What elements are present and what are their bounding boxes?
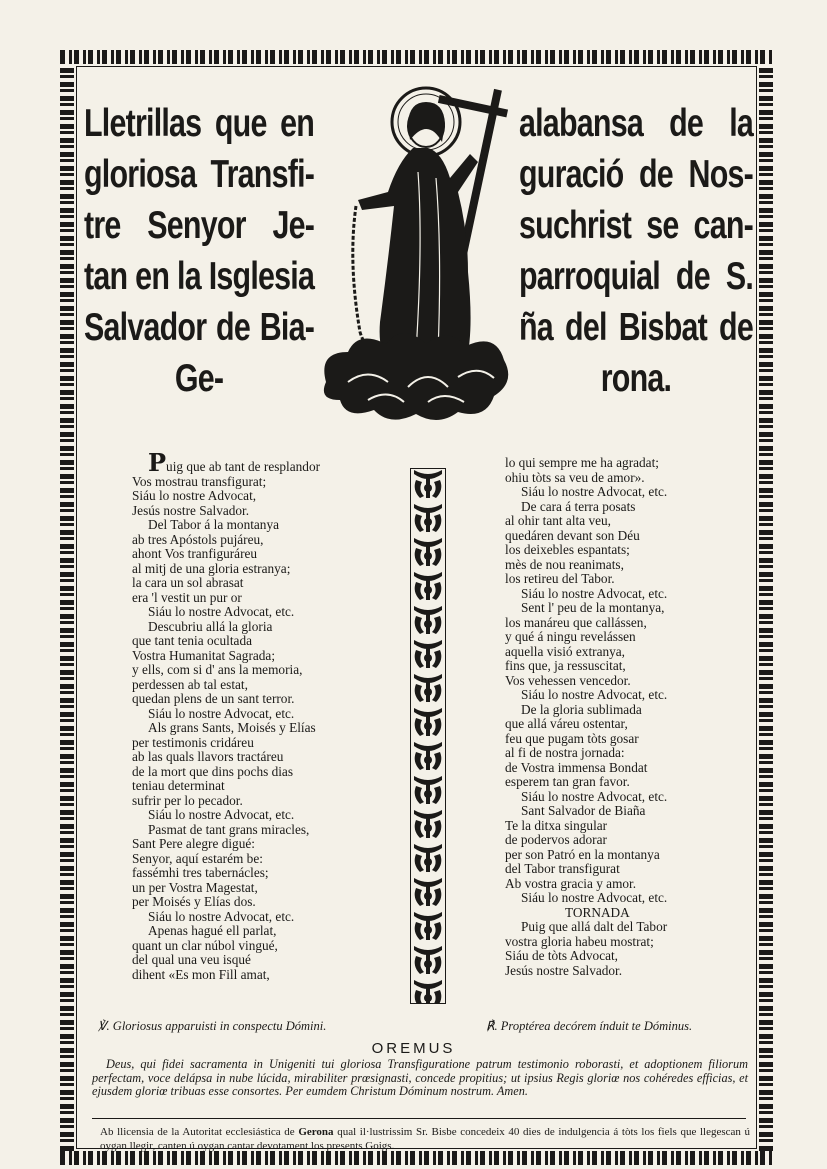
- verse-line: ab las quals llavors tractáreu: [132, 749, 284, 764]
- verse-line: Sent l' peu de la montanya,: [521, 600, 665, 615]
- verse-line: al fi de nostra jornada:: [505, 745, 625, 760]
- title-line: ña del Bisbat de: [519, 306, 753, 349]
- title-line: tan en la Isglesia: [84, 255, 315, 298]
- verse-line: Siáu lo nostre Advocat,: [132, 488, 257, 503]
- verse-line: al ohir tant alta veu,: [505, 513, 611, 528]
- verse-line: Senyor, aquí estarém be:: [132, 850, 263, 866]
- verse-line: Siáu lo nostre Advocat, etc.: [521, 890, 668, 905]
- verse-line: un per Vostra Magestat,: [132, 879, 258, 895]
- verse-line: que tant tenia ocultada: [132, 633, 252, 648]
- verse-line: quedáren devant son Déu: [505, 527, 640, 543]
- response: ℟. Proptérea decórem índuit te Dóminus.: [486, 1019, 693, 1033]
- title-line: Lletrillas que en: [84, 102, 315, 145]
- verse-line: dihent «Es mon Fill amat,: [132, 966, 270, 982]
- verse-line: feu que pugam tòts gosar: [505, 730, 639, 746]
- verse-line: per testimonis cridáreu: [132, 734, 254, 750]
- verse-line: Jesús nostre Salvador.: [132, 502, 250, 518]
- verse-line: quedan plens de un sant terror.: [132, 691, 295, 706]
- verse-line: perdessen ab tal estat,: [132, 676, 248, 692]
- oremus-heading: OREMUS: [371, 1040, 456, 1057]
- footer-divider: [92, 1118, 746, 1119]
- verses-left-column: [132, 448, 402, 982]
- verse-line: sufrir per lo pecador.: [132, 792, 243, 808]
- prayer-text: Deus, qui fidei sacramenta in Unigeniti tui gloriosa Transfiguratione patrum testimonio roborasti, et adoptionem filiorum perfectam, voce delápsa in nube lúcida, mirabiliter prœsignasti, concede propitius; ut ipsius Regis gloriœ nos cohéredes efficias, et ejusdem gloriœ tribuas esse consortes. Per eumdem Christum Dóminum nostrum. Amen.: [92, 1057, 748, 1099]
- indulgence-footer: [100, 1126, 750, 1153]
- title-left-column: [84, 98, 314, 404]
- verse-line: lo qui sempre me ha agradat;: [505, 455, 659, 470]
- verse-line: los deixebles espantats;: [505, 542, 630, 557]
- verse-line: Siáu lo nostre Advocat, etc.: [148, 807, 295, 822]
- verse-line: Te la ditxa singular: [505, 817, 608, 833]
- title-right-column: [519, 98, 753, 404]
- verse-line: fassémhi tres tabernácles;: [132, 865, 269, 880]
- title-line: parroquial de S.: [519, 255, 753, 298]
- verse-line: Pasmat de tant grans miracles,: [148, 821, 310, 837]
- verse-line: De la gloria sublimada: [521, 701, 642, 717]
- verse-line: del qual una veu isqué: [132, 952, 251, 967]
- verse-line: Vos mostrau transfigurat;: [132, 473, 267, 489]
- verse-line: teniau determinat: [132, 778, 225, 793]
- verse-line: de Vostra immensa Bondat: [505, 759, 648, 775]
- verse-line: quant un clar núbol vingué,: [132, 937, 278, 953]
- verse-line: ahont Vos tranfiguráreu: [132, 546, 258, 561]
- verse-line: Siáu de tòts Advocat,: [505, 948, 619, 963]
- verse-line: la cara un sol abrasat: [132, 575, 244, 590]
- title-line: rona.: [600, 357, 672, 400]
- verse-line: del Tabor transfigurat: [505, 861, 620, 876]
- verse-line: Puig que ab tant de resplandor: [148, 448, 321, 477]
- verse-line: era 'l vestit un pur or: [132, 589, 242, 605]
- verse-line: aquella visió extranya,: [505, 643, 625, 659]
- verse-line: Vos vehessen vencedor.: [505, 672, 631, 688]
- saint-with-cross-engraving: [318, 82, 514, 427]
- verse-line: per Moisés y Elías dos.: [132, 894, 256, 909]
- verse-line: de podervos adorar: [505, 832, 607, 847]
- verse-line: Apenas hagué ell parlat,: [148, 923, 277, 938]
- drop-cap: P: [148, 448, 167, 477]
- footer-text: Ab llicensia de la Autoritat ecclesiástica de: [100, 1126, 295, 1138]
- verse-line: Descubriu allá la gloria: [148, 618, 273, 634]
- verse-line: y ells, com si d' ans la memoria,: [132, 662, 303, 677]
- verse-line: ohiu tòts sa veu de amor».: [505, 469, 645, 485]
- title-line: guració de Nos-: [519, 153, 753, 196]
- verse-line: Siáu lo nostre Advocat, etc.: [148, 604, 295, 619]
- title-line: Ge-: [174, 357, 224, 400]
- verse-line: vostra gloria habeu mostrat;: [505, 933, 654, 949]
- verse-line: Puig que allá dalt del Tabor: [521, 919, 668, 934]
- title-line: alabansa de la: [519, 102, 753, 145]
- title-line: tre Senyor Je-: [84, 204, 315, 247]
- verse-line: al mitj de una gloria estranya;: [132, 560, 291, 576]
- verse-line: De cara á terra posats: [521, 498, 636, 514]
- verse-line: Siáu lo nostre Advocat, etc.: [521, 687, 668, 702]
- title-line: Salvador de Bia-: [84, 306, 315, 349]
- verse-line: ab tres Apóstols pujáreu,: [132, 531, 264, 547]
- verse-line: de la mort que dins pochs dias: [132, 763, 294, 779]
- verse-line: Siáu lo nostre Advocat, etc.: [148, 705, 295, 721]
- verse-line: Del Tabor á la montanya: [148, 517, 280, 532]
- verse-line: fins que, ja ressuscitat,: [505, 658, 626, 673]
- title-line: gloriosa Transfi-: [84, 153, 315, 196]
- verse-line: mès de nou reanimats,: [505, 556, 624, 572]
- verse-line: los manáreu que callássen,: [505, 614, 647, 630]
- verse-line: esperem tan gran favor.: [505, 774, 630, 789]
- verse-line: Siáu lo nostre Advocat, etc.: [521, 585, 668, 601]
- verse-line: Siáu lo nostre Advocat, etc.: [521, 788, 668, 804]
- verse-line: que allá váreu ostentar,: [505, 716, 628, 731]
- footer-place: Gerona: [298, 1126, 334, 1138]
- verse-line: TORNADA: [565, 904, 630, 920]
- verse-line: Jesús nostre Salvador.: [505, 962, 623, 978]
- footer-text: qual il·lustrissim Sr. Bisbe concedeix 40 dies de indulgencia á tòts los fiels que llegescan ú oygan llegir, canten ú oygan cantar devotament los presents Goigs.: [100, 1126, 751, 1152]
- verse-line: Siáu lo nostre Advocat, etc.: [148, 908, 295, 924]
- verse-line: per son Patró en la montanya: [505, 846, 660, 862]
- center-ornament-column: [410, 468, 446, 1004]
- versicle: ℣. Gloriosus apparuisti in conspectu Dómini.: [98, 1019, 327, 1033]
- verse-line: Sant Salvador de Biaña: [521, 803, 646, 818]
- verse-line: Als grans Sants, Moisés y Elías: [148, 720, 316, 735]
- title-line: suchrist se can-: [519, 204, 753, 247]
- verse-line: Sant Pere alegre digué:: [132, 836, 255, 851]
- verse-line: los retireu del Tabor.: [505, 571, 615, 586]
- verse-line: Vostra Humanitat Sagrada;: [132, 647, 276, 663]
- verses-right-column: [505, 456, 745, 978]
- verse-line: Ab vostra gracia y amor.: [505, 875, 637, 891]
- verse-line: Siáu lo nostre Advocat, etc.: [521, 484, 668, 499]
- verse-line: y qué á ningu revelássen: [505, 629, 636, 644]
